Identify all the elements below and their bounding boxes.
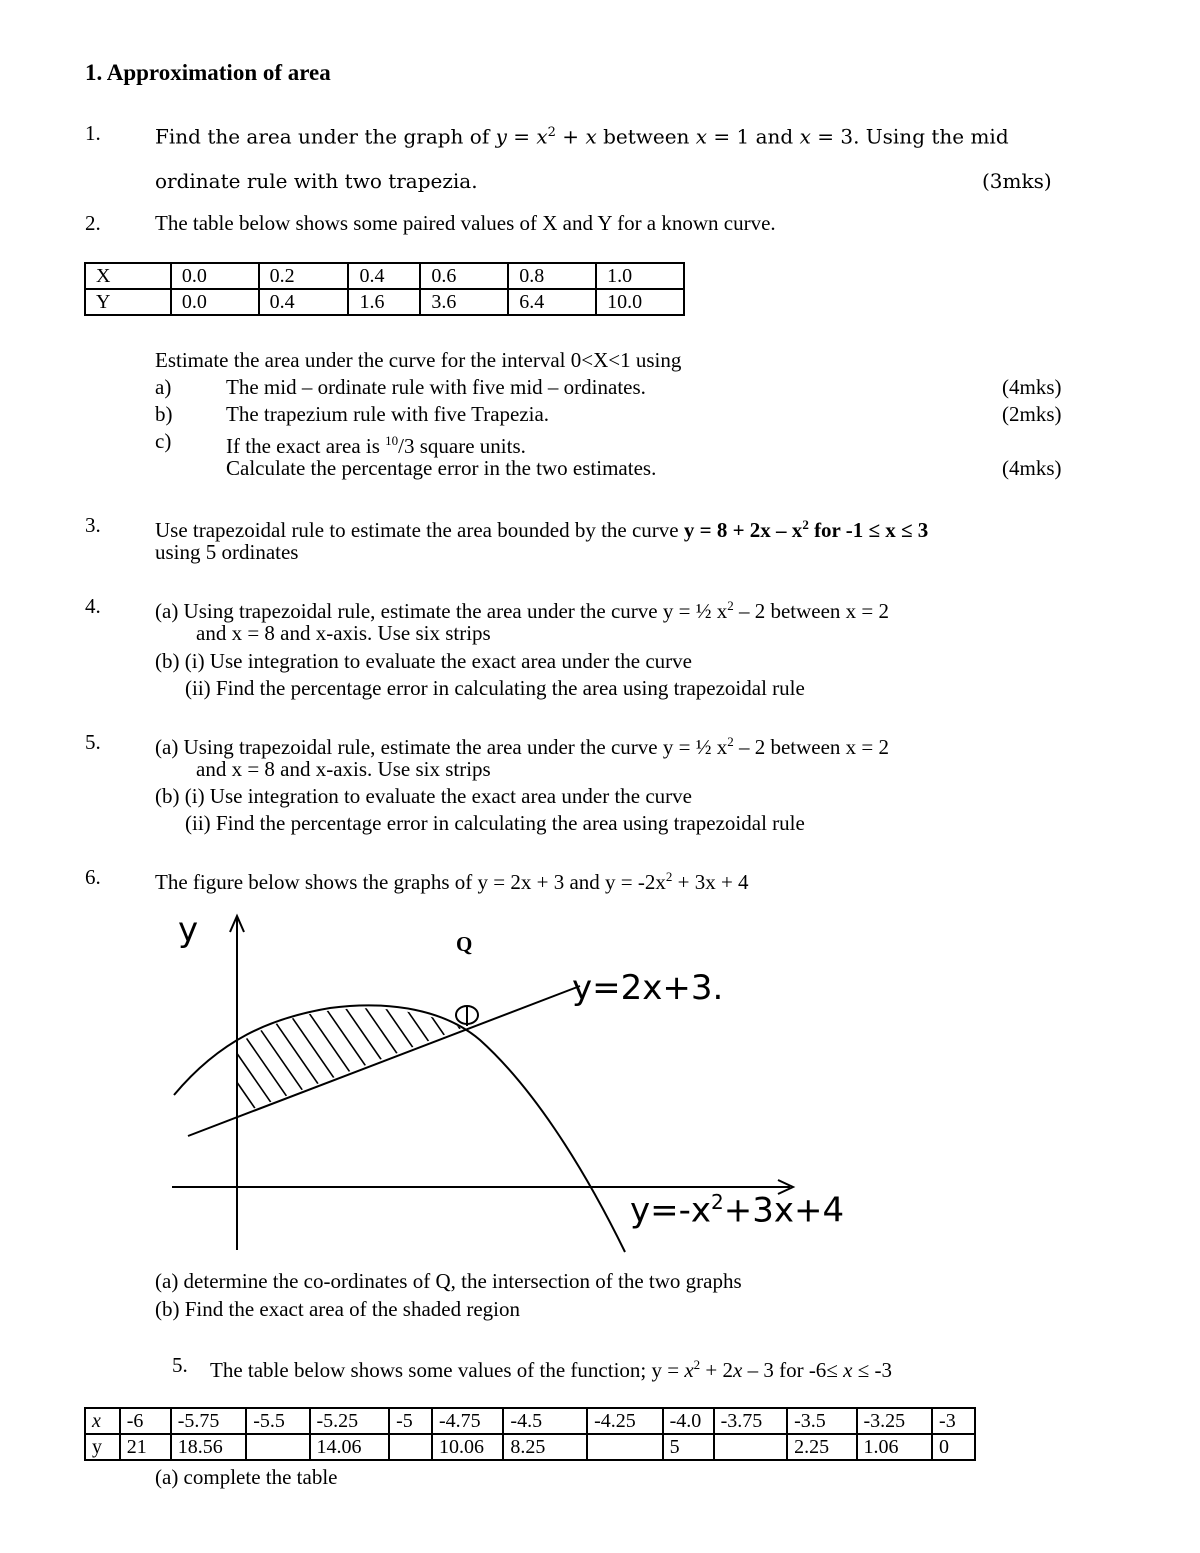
q4-number: 4. (85, 594, 101, 618)
table-row (85, 263, 684, 289)
point-q-label: Q (456, 932, 473, 956)
table-cell: -6 (120, 1408, 171, 1434)
table-cell: -3.5 (787, 1408, 856, 1434)
q3-line2: using 5 ordinates (155, 540, 299, 564)
table-cell: 0.8 (508, 263, 596, 289)
q2-part-b-marks: (2mks) (1002, 402, 1062, 426)
table-cell: 10.0 (596, 289, 684, 315)
q5-number: 5. (85, 730, 101, 754)
table-cell: 14.06 (310, 1434, 390, 1460)
table-cell: -4.5 (503, 1408, 587, 1434)
table-cell: 1.6 (348, 289, 420, 315)
q2-part-c-label: c) (155, 429, 172, 453)
table-cell: 6.4 (508, 289, 596, 315)
q6-part-b: (b) Find the exact area of the shaded region (155, 1297, 521, 1321)
page-title: 1. Approximation of area (85, 60, 331, 85)
table-cell: -4.25 (587, 1408, 663, 1434)
table-cell: Y (85, 289, 171, 315)
table-cell: 0.0 (171, 263, 259, 289)
q7-number: 5. (172, 1353, 188, 1377)
table-cell: 0.4 (348, 263, 420, 289)
table-cell: 0.0 (171, 289, 259, 315)
q5-part-a-line2: and x = 8 and x-axis. Use six strips (196, 757, 491, 781)
line-equation-label: y=2x+3. (572, 968, 724, 1008)
table-cell: 5 (663, 1434, 714, 1460)
table-cell: 1.0 (596, 263, 684, 289)
q5-part-b-i: (b) (i) Use integration to evaluate the exact area under the curve (155, 784, 692, 808)
table-cell: -3 (932, 1408, 975, 1434)
q2-calc: Calculate the percentage error in the two estimates. (226, 456, 657, 480)
curve-equation-label: $y=-x^2+3x+4$ (630, 1190, 845, 1231)
q4-part-a: (a) Using trapezoidal rule, estimate the area under the curve y = ½ $x^2 - 2$ between x = 2 (155, 598, 890, 623)
q1-marks: (3mks) (982, 169, 1052, 193)
table-row (85, 1408, 975, 1434)
q2-part-a-label: a) (155, 375, 172, 399)
q4-part-b-ii: (ii) Find the percentage error in calculating the area using trapezoidal rule (185, 676, 805, 700)
table-row (85, 289, 684, 315)
q2-part-a-marks: (4mks) (1002, 375, 1062, 399)
q2-estimate: Estimate the area under the curve for the interval 0<X<1 using (155, 348, 682, 372)
table-cell: 1.06 (857, 1434, 933, 1460)
table-cell: 0.6 (420, 263, 508, 289)
table-cell (389, 1434, 432, 1460)
y-axis-label: y (178, 910, 199, 950)
table-cell: -5.5 (246, 1408, 309, 1434)
table-cell: 10.06 (432, 1434, 503, 1460)
q2-part-b-label: b) (155, 402, 173, 426)
table-cell: x (85, 1408, 120, 1434)
q2-calc-marks: (4mks) (1002, 456, 1062, 480)
table-cell: 18.56 (171, 1434, 247, 1460)
table-cell (246, 1434, 309, 1460)
table-cell: 21 (120, 1434, 171, 1460)
function-table (84, 1407, 976, 1461)
table-row (85, 1434, 975, 1460)
q2-part-c-text: If the exact area is $^{10}$/3 square units. (226, 433, 526, 458)
q1-number: 1. (85, 121, 101, 145)
table-cell: 0 (932, 1434, 975, 1460)
q5-part-b-ii: (ii) Find the percentage error in calculating the area using trapezoidal rule (185, 811, 805, 835)
table-cell (587, 1434, 663, 1460)
table-cell: 0.4 (259, 289, 349, 315)
table-cell: 3.6 (420, 289, 508, 315)
table-cell: -3.75 (714, 1408, 787, 1434)
table-cell: -5 (389, 1408, 432, 1434)
table-cell: y (85, 1434, 120, 1460)
q6-number: 6. (85, 865, 101, 889)
xy-table (84, 262, 685, 316)
q3-number: 3. (85, 513, 101, 537)
parabola-graph (174, 1005, 625, 1252)
table-cell: -5.75 (171, 1408, 247, 1434)
q2-intro: The table below shows some paired values of X and Y for a known curve. (155, 211, 776, 235)
q4-part-a-line2: and x = 8 and x-axis. Use six strips (196, 621, 491, 645)
table-cell: -4.75 (432, 1408, 503, 1434)
q3-line1: Use trapezoidal rule to estimate the area bounded by the curve $y = 8 + 2x - x^2$ for -1 ≤ x ≤ 3 (155, 517, 929, 542)
table-cell: X (85, 263, 171, 289)
q6-intro: The figure below shows the graphs of y = 2x + 3 and $y = -2x^2 + 3x + 4$ (155, 869, 749, 894)
table-cell: -5.25 (310, 1408, 390, 1434)
q1-line2: ordinate rule with two trapezia. (155, 169, 478, 193)
table-cell: -3.25 (857, 1408, 933, 1434)
table-cell: 8.25 (503, 1434, 587, 1460)
q2-part-a-text: The mid – ordinate rule with five mid – ordinates. (226, 375, 646, 399)
line-graph (188, 986, 580, 1136)
q7-part-a: (a) complete the table (155, 1465, 338, 1489)
q4-part-b-i: (b) (i) Use integration to evaluate the exact area under the curve (155, 649, 692, 673)
q5-part-a: (a) Using trapezoidal rule, estimate the area under the curve y = ½ $x^2 - 2$ between x = 2 (155, 734, 890, 759)
table-cell: 0.2 (259, 263, 349, 289)
table-cell: -4.0 (663, 1408, 714, 1434)
table-cell (714, 1434, 787, 1460)
q2-part-b-text: The trapezium rule with five Trapezia. (226, 402, 550, 426)
q2-number: 2. (85, 211, 101, 235)
q1-line1: Find the area under the graph of $y = x^2 + x$ between x = 1 and x = 3. Using the mid (155, 124, 1009, 149)
q7-intro: The table below shows some values of the function; $y = x^2 + 2x - 3$ for -6≤ x ≤ -3 (210, 1357, 892, 1382)
q6-part-a: (a) determine the co-ordinates of Q, the intersection of the two graphs (155, 1269, 742, 1293)
table-cell: 2.25 (787, 1434, 856, 1460)
